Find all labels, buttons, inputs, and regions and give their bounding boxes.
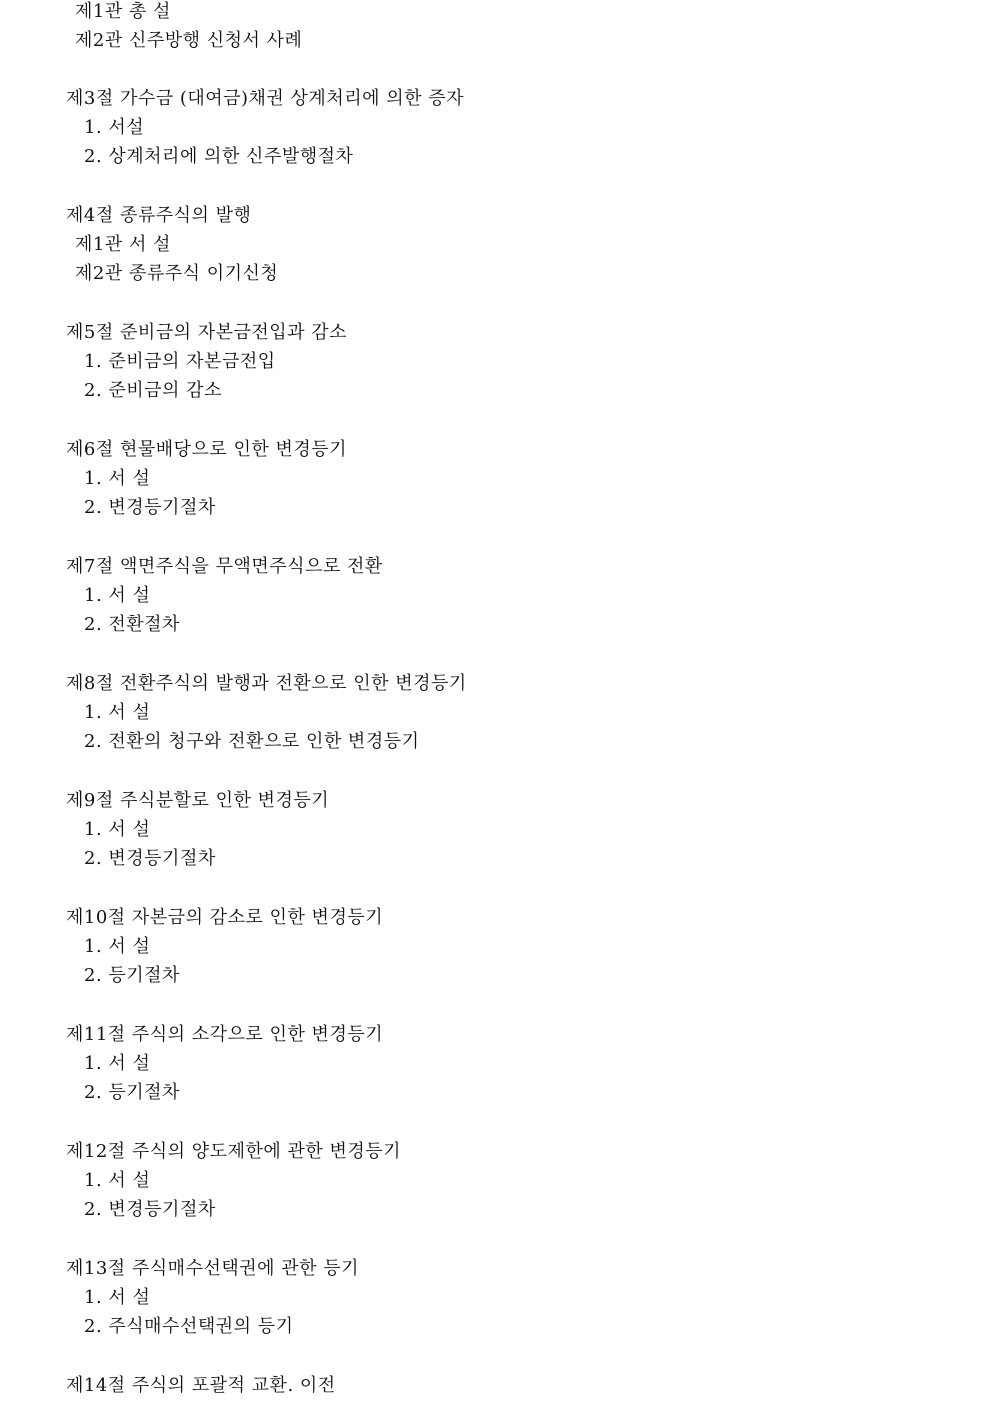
toc-item: 1. 서 설 [84, 702, 151, 723]
toc-item: 1. 서 설 [84, 1053, 151, 1074]
toc-item: 2. 전환절차 [84, 614, 180, 635]
toc-item: 2. 등기절차 [84, 1082, 180, 1103]
toc-item: 1. 서설 [84, 117, 145, 138]
toc-section-heading: 제13절 주식매수선택권에 관한 등기 [66, 1258, 359, 1279]
toc-subsection-heading: 제2관 신주방행 신청서 사례 [75, 30, 303, 51]
toc-item: 1. 서 설 [84, 585, 151, 606]
toc-section-heading: 제4절 종류주식의 발행 [66, 205, 252, 226]
toc-section-heading: 제12절 주식의 양도제한에 관한 변경등기 [66, 1141, 401, 1162]
toc-item: 2. 상계처리에 의한 신주발행절차 [84, 146, 354, 167]
toc-item: 2. 변경등기절차 [84, 497, 216, 518]
toc-section-heading: 제10절 자본금의 감소로 인한 변경등기 [66, 907, 384, 928]
toc-item: 2. 등기절차 [84, 965, 180, 986]
toc-section-heading: 제7절 액면주식을 무액면주식으로 전환 [66, 556, 383, 577]
toc-item: 2. 변경등기절차 [84, 848, 216, 869]
toc-subsection-heading: 제1관 서 설 [75, 234, 171, 255]
toc-section-heading: 제9절 주식분할로 인한 변경등기 [66, 790, 330, 811]
toc-item: 1. 서 설 [84, 936, 151, 957]
toc-item: 2. 변경등기절차 [84, 1199, 216, 1220]
toc-item: 1. 서 설 [84, 1287, 151, 1308]
toc-section-heading: 제3절 가수금 (대여금)채권 상계처리에 의한 증자 [66, 88, 464, 109]
toc-item: 2. 준비금의 감소 [84, 380, 222, 401]
toc-section-heading: 제11절 주식의 소각으로 인한 변경등기 [66, 1024, 384, 1045]
toc-section-heading: 제8절 전환주식의 발행과 전환으로 인한 변경등기 [66, 673, 467, 694]
toc-item: 2. 주식매수선택권의 등기 [84, 1316, 294, 1337]
toc-section-heading: 제14절 주식의 포괄적 교환. 이전 [66, 1375, 336, 1396]
toc-item: 1. 서 설 [84, 1170, 151, 1191]
toc-subsection-heading: 제1관 총 설 [75, 1, 171, 22]
toc-item: 1. 준비금의 자본금전입 [84, 351, 276, 372]
toc-item: 1. 서 설 [84, 468, 151, 489]
toc-item: 1. 서 설 [84, 819, 151, 840]
toc-item: 2. 전환의 청구와 전환으로 인한 변경등기 [84, 731, 420, 752]
toc-subsection-heading: 제2관 종류주식 이기신청 [75, 263, 279, 284]
toc-section-heading: 제5절 준비금의 자본금전입과 감소 [66, 322, 348, 343]
toc-section-heading: 제6절 현물배당으로 인한 변경등기 [66, 439, 348, 460]
